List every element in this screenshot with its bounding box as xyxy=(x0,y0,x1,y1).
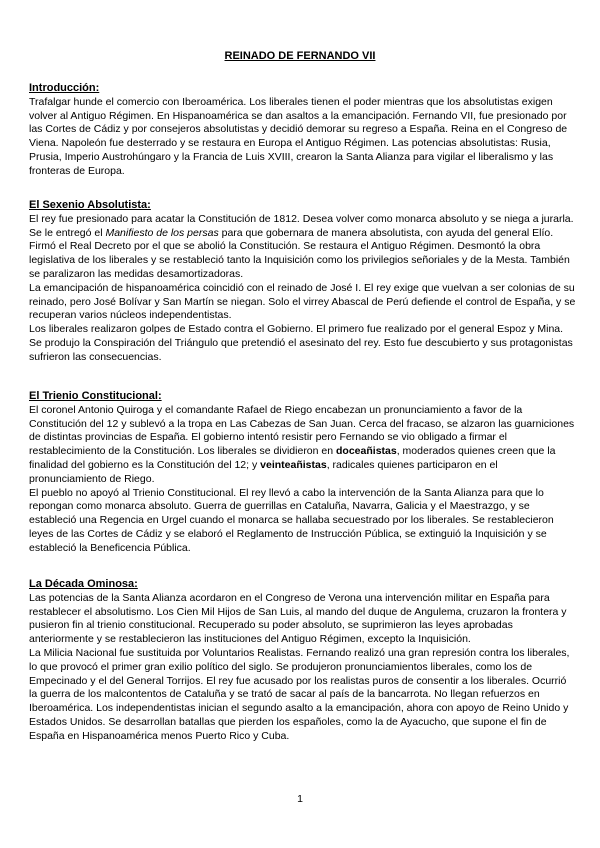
bold-term: doceañistas xyxy=(336,445,397,458)
section-introduccion xyxy=(29,82,577,179)
section-paragraph xyxy=(29,213,577,282)
paragraph-text: , moderados quienes creen que la finalidad del gobierno es la Constitución del 12; y xyxy=(29,445,556,471)
section-paragraph xyxy=(29,404,577,487)
section-heading: La Década Ominosa: xyxy=(29,578,138,590)
section-paragraph xyxy=(29,487,577,556)
paragraph-text: La Milicia Nacional fue sustituida por Voluntarios Realistas. Fernando realizó una gran represión contra los liberales, lo que provocó el primer gran exilio político del siglo. Se produjeron pronunciamientos liberales, como los de Empecinado y el del General Torrijos. El rey fue acusado por los realistas puros de consentir a los liberales. Ocurrió la guerra de los malcontentos de Cataluña y se trató de sacar al país de la bancarrota. No llegan refuerzos en Iberoamérica. Los independentistas inician el segundo asalto a la emancipación, ahora con apoyo de Reino Unido y Estados Unidos. Se desarrollan batallas que pierden los españoles, como la de Ayacucho, que supone el fin de España en Hispanoamérica menos Puerto Rico y Cuba. xyxy=(29,646,570,742)
section-trienio-constitucional xyxy=(29,390,577,556)
section-heading: El Sexenio Absolutista: xyxy=(29,199,151,211)
section-decada-ominosa xyxy=(29,578,577,744)
paragraph-text: El coronel Antonio Quiroga y el comandante Rafael de Riego encabezan un pronunciamiento a favor de la Constitución del 12 y sublevó a la tropa en Las Cabezas de San Juan. Cerca del fracaso, se alzaron las guarniciones de distintas provincias de España. El gobierno intentó resistir pero Fernando se vio obligado a firmar el restablecimiento de la Constitución. Los liberales se dividieron en xyxy=(29,403,575,458)
section-heading: Introducción: xyxy=(29,82,100,94)
paragraph-text: La emancipación de hispanoamérica coincidió con el reinado de José I. El rey exige que vuelvan a ser colonias de su reinado, pero José Bolívar y San Martín se niegan. Solo el virrey Abascal de Perú defiende el control de España, y se recuperan varios núcleos independentistas. xyxy=(29,281,576,322)
paragraph-text: El rey fue presionado para acatar la Constitución de 1812. Desea volver como monarca absoluto y se niega a jurarla. Se le entregó el xyxy=(29,212,574,239)
section-paragraph xyxy=(29,323,577,364)
bold-term: veinteañistas xyxy=(260,458,327,471)
section-sexenio-absolutista xyxy=(29,199,577,365)
paragraph-text: , radicales quienes participaron en el pronunciamiento de Riego. xyxy=(29,458,498,485)
paragraph-text: para que gobernara de manera absolutista, con ayuda del general Elío. Firmó el Real Decreto por el que se abolió la Constitución. Se restaura el Antiguo Régimen. Desmontó la obra legislativa de los liberales y se restableció tanto la Inquisición como los privilegios señoriales y de la Mesta. También se paralizaron las medidas desamortizadoras. xyxy=(29,226,570,280)
section-heading: El Trienio Constitucional: xyxy=(29,390,162,402)
paragraph-text: Trafalgar hunde el comercio con Iberoamérica. Los liberales tienen el poder mientras que los absolutistas exigen volver al Antiguo Régimen. En Hispanoamérica se dan asaltos a la emancipación. Fernando VII, fue presionado por las Cortes de Cádiz y por consejeros absolutistas y decidió demorar su regreso a España. Reina en el Congreso de Viena. Napoleón fue desterrado y se restaura en Europa el Antiguo Régimen. Las potencias absolutistas: Rusia, Prusia, Imperio Austrohúngaro y la Francia de Luis XVIII, crearon la Santa Alianza para vigilar el liberalismo y las fronteras de Europa. xyxy=(29,95,568,177)
section-paragraph xyxy=(29,647,577,744)
document-title: REINADO DE FERNANDO VII xyxy=(224,50,376,62)
page-number: 1 xyxy=(297,793,303,805)
paragraph-text: Los liberales realizaron golpes de Estado contra el Gobierno. El primero fue realizado por el general Espoz y Mina. Se produjo la Conspiración del Triángulo que pretendió el asesinato del rey. Esto fue descubierto y sus protagonistas sufrieron las consecuencias. xyxy=(29,323,573,363)
section-paragraph xyxy=(29,282,577,323)
italic-title: Manifiesto de los persas xyxy=(105,226,219,239)
paragraph-text: Las potencias de la Santa Alianza acordaron en el Congreso de Verona una intervención militar en España para restablecer el absolutismo. Los Cien Mil Hijos de San Luis, al mando del duque de Angulema, cruzaron la frontera y pusieron fin al trienio constitucional. Recuperado su poder absoluto, se suprimieron las leyes aprobadas anteriormente y se restablecieron las instituciones del Antiguo Régimen, excepto la Inquisición. xyxy=(29,591,567,646)
section-paragraph xyxy=(29,96,577,179)
paragraph-text: El pueblo no apoyó al Trienio Constitucional. El rey llevó a cabo la intervención de la Santa Alianza para que lo repongan como monarca absoluto. Guerra de guerrillas en Cataluña, Navarra, Galicia y el Maestrazgo, y se estableció una Regencia en Urgel cuando el monarca se hallaba secuestrado por los liberales. Se restablecieron leyes de las Cortes de Cádiz y se elaboró el Reglamento de Instrucción Pública, se extinguió la Inquisición y se estableció la Beneficencia Pública. xyxy=(29,486,554,554)
section-paragraph xyxy=(29,592,577,647)
